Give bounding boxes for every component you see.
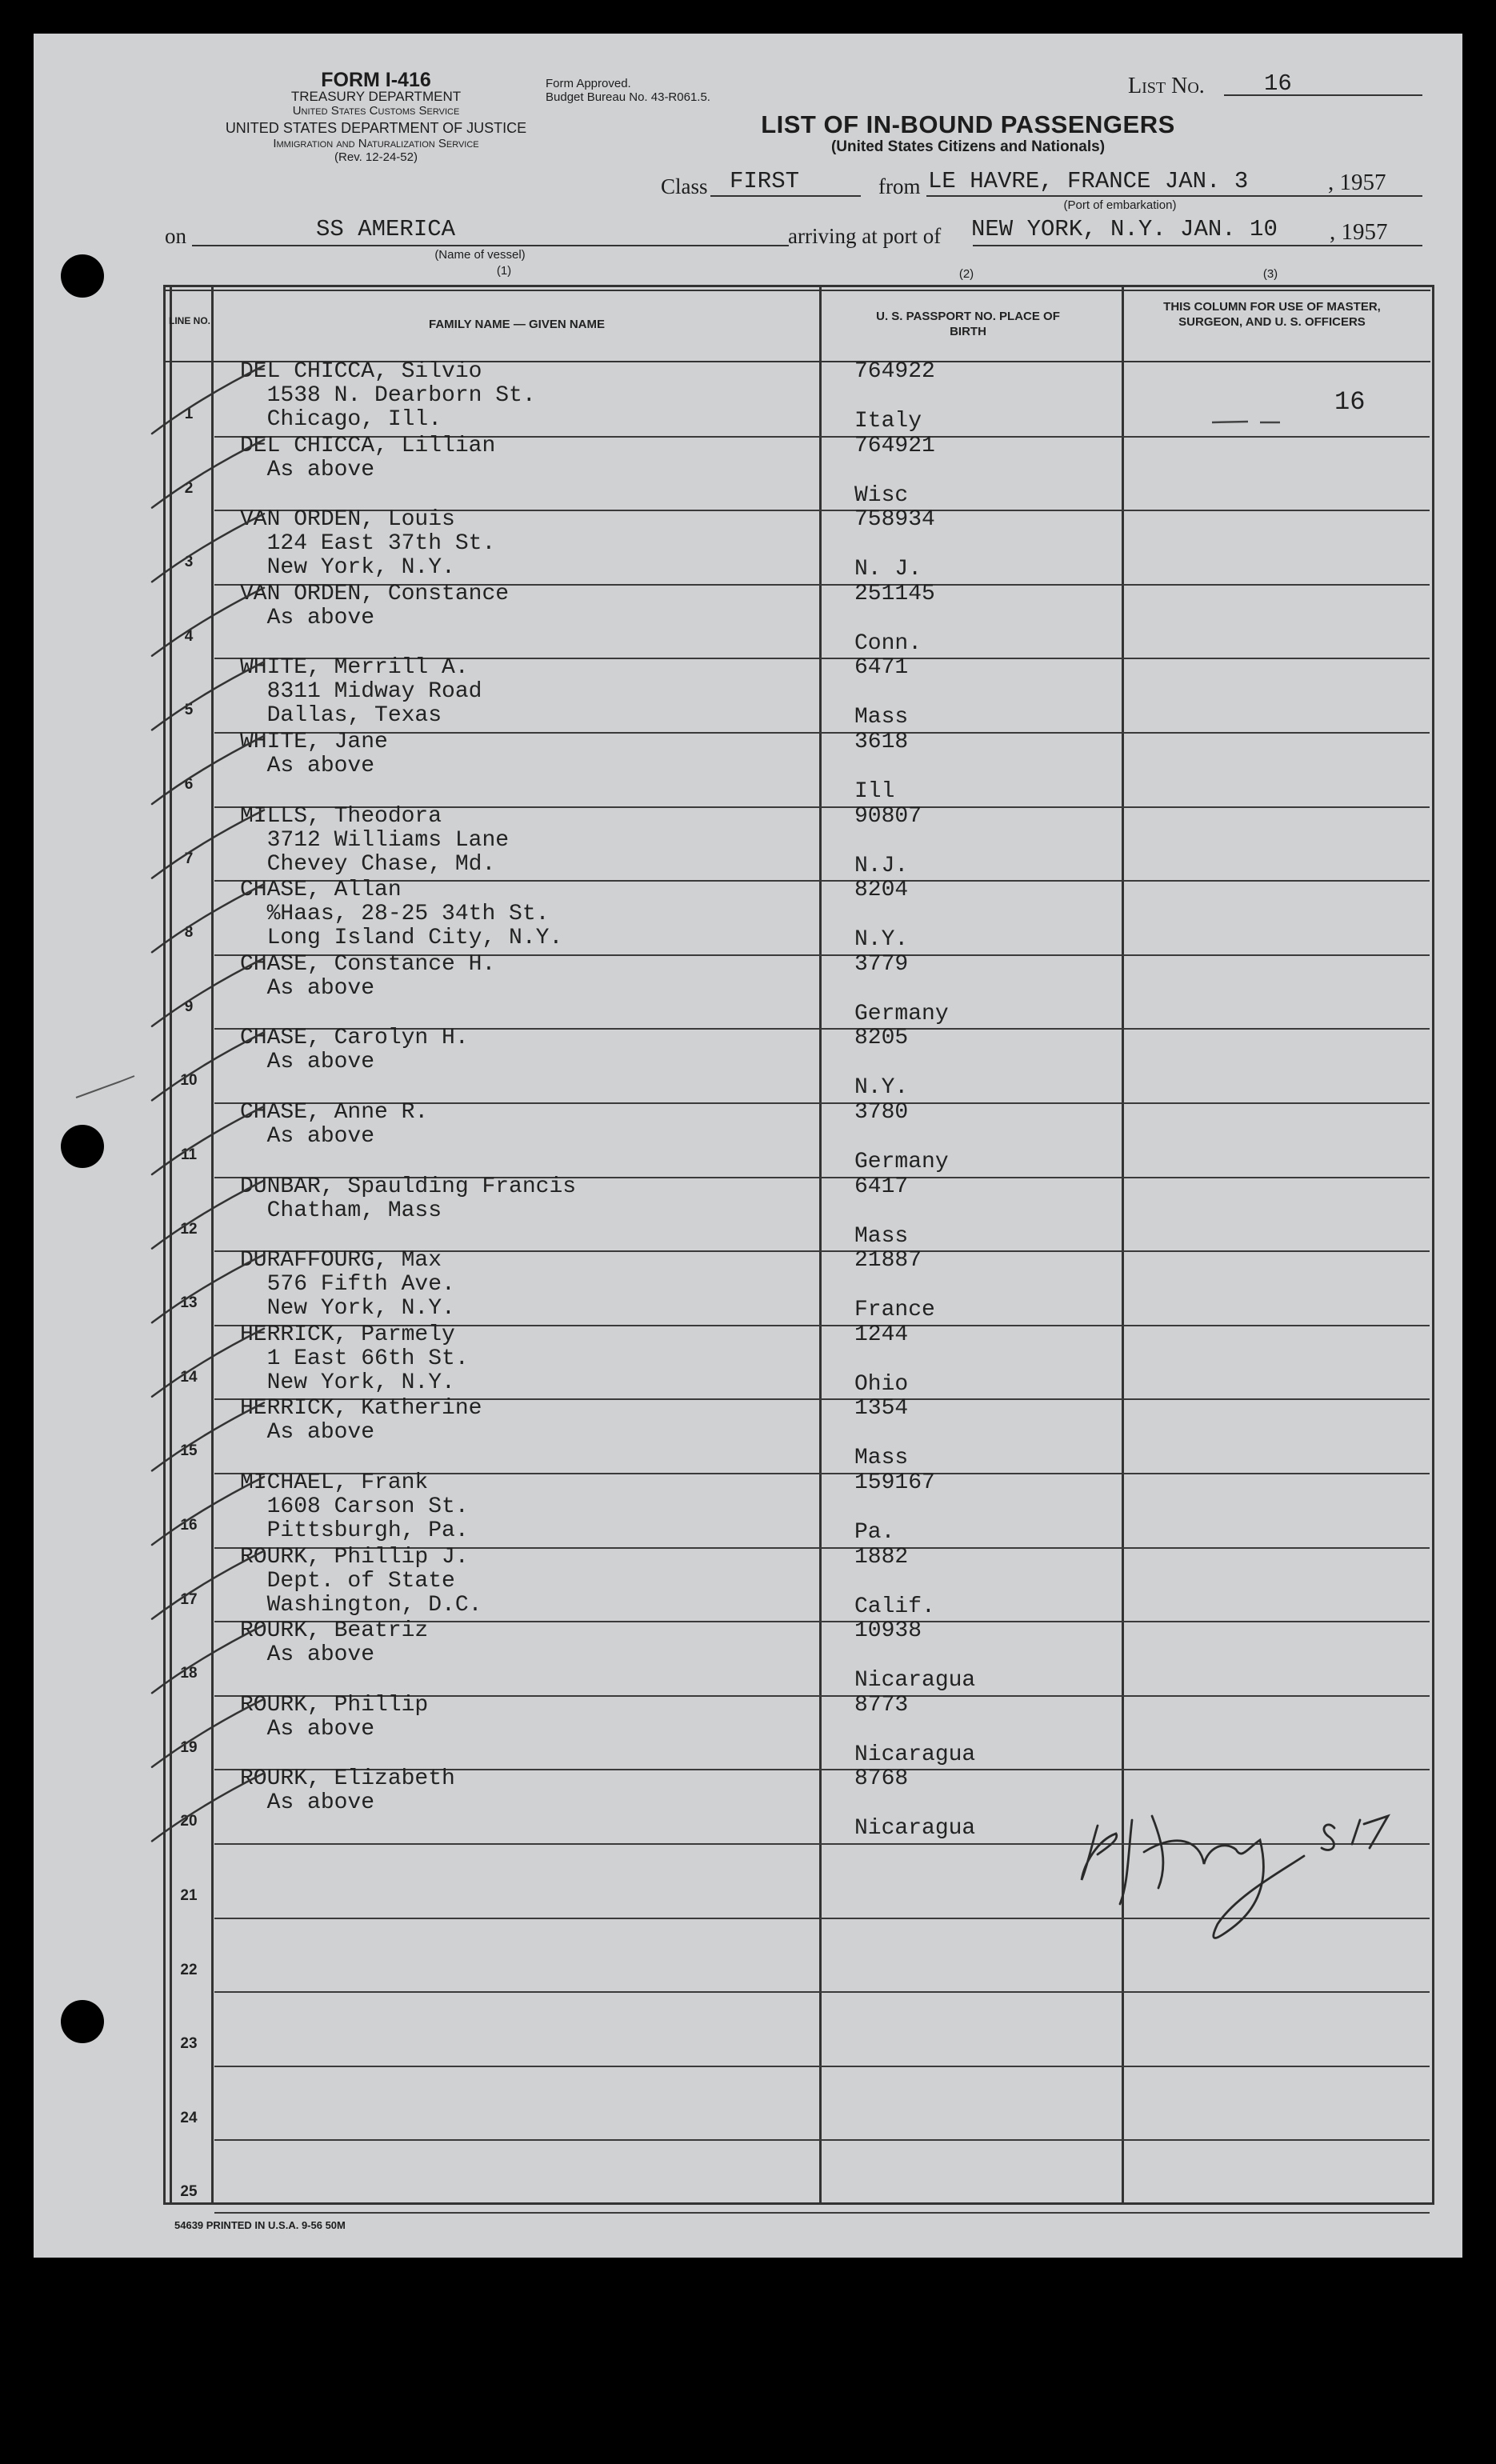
officer-mark: 16: [1334, 387, 1366, 417]
rev-label: (Rev. 12-24-52): [334, 150, 418, 164]
line-number: 2: [184, 479, 194, 497]
line-number: 6: [184, 776, 194, 793]
place-of-birth: Ohio: [854, 1371, 909, 1397]
line-number: 22: [180, 1961, 198, 1978]
checkmark: [152, 1181, 264, 1249]
vessel-caption: (Name of vessel): [434, 248, 526, 262]
passport-number: 8773: [854, 1692, 909, 1718]
embark-caption: (Port of embarkation): [1063, 198, 1177, 212]
checkmark: [152, 662, 264, 730]
line-number: 10: [180, 1072, 198, 1090]
checkmark: [152, 810, 264, 878]
place-of-birth: France: [854, 1298, 935, 1323]
line-number: 24: [180, 2109, 198, 2126]
checkmark: [152, 736, 264, 804]
passport-number: 8768: [854, 1766, 909, 1792]
col1-caption: (1): [496, 264, 512, 278]
line-number: 12: [180, 1220, 198, 1238]
passenger-name: MICHAEL, Frank 1608 Carson St. Pittsburgh, Pa.: [240, 1470, 469, 1543]
passport-number: 1244: [854, 1322, 909, 1347]
checkmark: [152, 884, 264, 952]
footer-print-code: 54639 PRINTED IN U.S.A. 9-56 50M: [174, 2219, 346, 2231]
from-year: , 1957: [1328, 170, 1386, 195]
passenger-name: DURAFFOURG, Max 576 Fifth Ave. New York, N.Y.: [240, 1248, 455, 1322]
customs-service: United States Customs Service: [292, 104, 460, 118]
passport-number: 764921: [854, 433, 935, 458]
passport-number: 251145: [854, 581, 935, 606]
passport-number: 1882: [854, 1544, 909, 1570]
checkmark: [152, 1477, 264, 1545]
checkmark: [152, 514, 264, 582]
passenger-name: VAN ORDEN, Constance As above: [240, 581, 510, 630]
line-number: 11: [180, 1146, 198, 1163]
passport-number: 6417: [854, 1174, 909, 1199]
passenger-name: CHASE, Allan %Haas, 28-25 34th St. Long Island City, N.Y.: [240, 878, 563, 951]
line-number: 13: [180, 1294, 198, 1312]
col-header-line-no: LINE NO.: [168, 315, 210, 326]
checkmark: [152, 1106, 264, 1174]
place-of-birth: Calif.: [854, 1594, 935, 1619]
passport-number: 10938: [854, 1618, 922, 1644]
passport-number: 3780: [854, 1100, 909, 1125]
passenger-name: ROURK, Beatriz As above: [240, 1618, 429, 1668]
passport-number: 764922: [854, 359, 935, 384]
passenger-name: CHASE, Constance H. As above: [240, 951, 496, 1001]
col-header-name: FAMILY NAME — GIVEN NAME: [428, 318, 606, 331]
passport-number: 90807: [854, 803, 922, 829]
form-number: FORM I-416: [321, 69, 431, 91]
checkmark: [152, 958, 264, 1026]
line-number: 4: [184, 627, 194, 645]
line-number: 19: [180, 1738, 198, 1756]
place-of-birth: Pa.: [854, 1520, 895, 1545]
place-of-birth: Nicaragua: [854, 1668, 976, 1694]
place-of-birth: Mass: [854, 1223, 909, 1249]
checkmark: [152, 1254, 264, 1322]
treasury-dept: TREASURY DEPARTMENT: [290, 89, 462, 104]
vessel-value: SS AMERICA: [316, 216, 456, 242]
col-header-passport: U. S. PASSPORT NO. PLACE OF BIRTH: [876, 310, 1060, 338]
checkmark: [152, 1551, 264, 1619]
checkmark: [152, 1402, 264, 1470]
place-of-birth: Nicaragua: [854, 1816, 976, 1842]
checkmark: [152, 1699, 264, 1767]
line-number: 15: [180, 1442, 198, 1460]
passenger-name: HERRICK, Katherine As above: [240, 1396, 482, 1446]
list-no-label: List No.: [1128, 74, 1205, 98]
line-number: 1: [184, 406, 194, 422]
line-number: 21: [180, 1887, 198, 1904]
line-number: 5: [184, 702, 194, 719]
page-title: LIST OF IN-BOUND PASSENGERS: [761, 110, 1175, 138]
passport-number: 8205: [854, 1026, 909, 1051]
passenger-name: ROURK, Phillip As above: [240, 1692, 429, 1742]
checkmark: [152, 1329, 264, 1397]
signature: [1082, 1816, 1388, 1938]
place-of-birth: Italy: [854, 409, 922, 434]
line-number: 3: [184, 554, 194, 571]
place-of-birth: Ill: [854, 779, 895, 804]
passport-number: 3618: [854, 730, 909, 754]
checkmark: [152, 1625, 264, 1693]
passport-number: 3779: [854, 951, 909, 977]
passenger-name: MILLS, Theodora 3712 Williams Lane Chevey Chase, Md.: [240, 803, 510, 877]
arrival-year: , 1957: [1330, 219, 1388, 245]
passport-number: 758934: [854, 507, 935, 533]
line-number: 7: [184, 850, 194, 867]
line-number: 20: [180, 1813, 198, 1830]
passenger-name: DEL CHICCA, Lillian As above: [240, 433, 496, 482]
line-number: 8: [184, 924, 194, 942]
place-of-birth: N.J.: [854, 853, 909, 878]
passenger-name: ROURK, Phillip J. Dept. of State Washington, D.C.: [240, 1544, 482, 1618]
passenger-name: WHITE, Jane As above: [240, 730, 388, 778]
passenger-name: DUNBAR, Spaulding Francis Chatham, Mass: [240, 1174, 577, 1223]
col-header-officers: THIS COLUMN FOR USE OF MASTER, SURGEON, AND U. S. OFFICERS: [1163, 300, 1381, 329]
passenger-name: DEL CHICCA, Silvio 1538 N. Dearborn St. Chicago, Ill.: [240, 359, 536, 432]
line-number: 18: [180, 1665, 198, 1682]
passport-number: 8204: [854, 878, 909, 903]
embarkation-value: LE HAVRE, FRANCE JAN. 3: [928, 168, 1249, 194]
passenger-name: VAN ORDEN, Louis 124 East 37th St. New York, N.Y.: [240, 507, 496, 581]
passport-number: 1354: [854, 1396, 909, 1422]
col2-caption: (2): [958, 267, 974, 281]
line-number: 23: [180, 2035, 198, 2053]
margin-mark: [76, 1076, 134, 1098]
checkmark: [152, 1773, 264, 1841]
checkmark: [152, 440, 264, 508]
class-label: Class: [661, 174, 708, 198]
place-of-birth: Conn.: [854, 630, 922, 656]
arriving-label: arriving at port of: [788, 224, 942, 248]
page-subtitle: (United States Citizens and Nationals): [830, 138, 1106, 155]
on-label: on: [165, 224, 186, 248]
place-of-birth: N.Y.: [854, 1075, 909, 1101]
checkmark: [152, 1032, 264, 1100]
line-number: 16: [180, 1517, 198, 1534]
place-of-birth: Mass: [854, 705, 909, 730]
arrival-value: NEW YORK, N.Y. JAN. 10: [971, 216, 1278, 242]
checkmark: [152, 366, 264, 434]
passenger-name: CHASE, Anne R. As above: [240, 1100, 429, 1149]
place-of-birth: Nicaragua: [854, 1742, 976, 1767]
line-number: 25: [180, 2183, 198, 2201]
passenger-name: CHASE, Carolyn H. As above: [240, 1026, 469, 1075]
class-value: FIRST: [730, 168, 800, 194]
place-of-birth: Mass: [854, 1446, 909, 1471]
ins-label: Immigration and Naturalization Service: [273, 137, 479, 150]
form-approved: Form Approved.: [546, 77, 631, 90]
passport-number: 6471: [854, 655, 909, 681]
place-of-birth: Germany: [854, 1001, 949, 1026]
doj-label: UNITED STATES DEPARTMENT OF JUSTICE: [225, 120, 527, 136]
line-number: 14: [180, 1368, 198, 1386]
checkmark: [152, 588, 264, 656]
from-label: from: [878, 174, 921, 198]
passenger-name: ROURK, Elizabeth As above: [240, 1766, 455, 1816]
passport-number: 21887: [854, 1248, 922, 1274]
passenger-name: HERRICK, Parmely 1 East 66th St. New York, N.Y.: [240, 1322, 469, 1395]
line-number: 17: [180, 1590, 198, 1608]
line-number: 9: [184, 998, 194, 1015]
place-of-birth: N.Y.: [854, 927, 909, 953]
place-of-birth: N. J.: [854, 557, 922, 582]
budget-bureau: Budget Bureau No. 43-R061.5.: [546, 90, 710, 104]
passport-number: 159167: [854, 1470, 935, 1495]
col3-caption: (3): [1262, 267, 1278, 281]
list-no-value: 16: [1264, 70, 1292, 97]
passenger-name: WHITE, Merrill A. 8311 Midway Road Dallas, Texas: [240, 655, 482, 729]
place-of-birth: Wisc: [854, 482, 909, 508]
place-of-birth: Germany: [854, 1150, 949, 1174]
